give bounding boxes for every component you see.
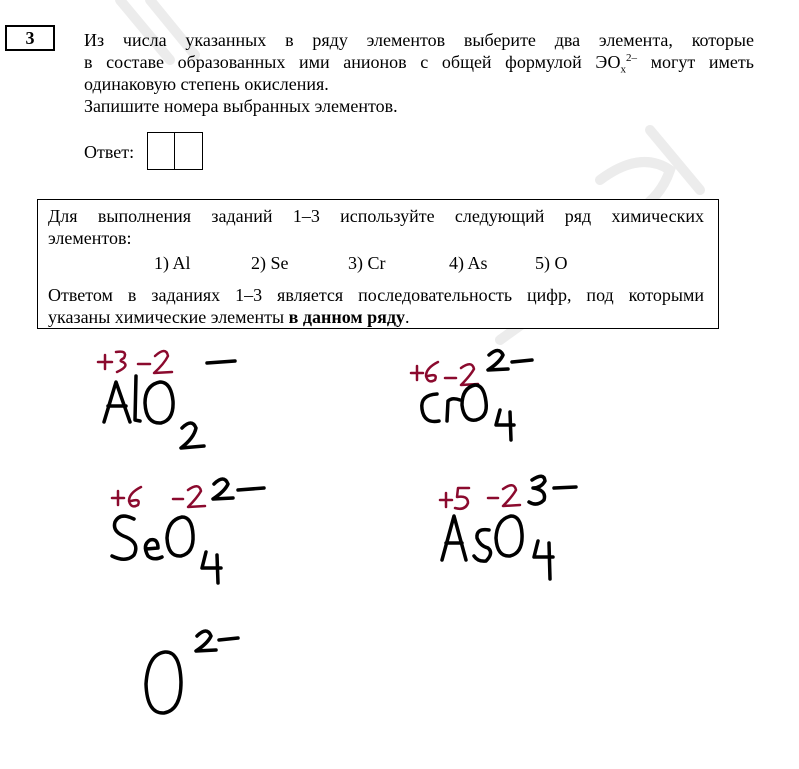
oxidation-aso4 <box>440 485 520 509</box>
element-4: 4) As <box>449 253 488 273</box>
element-1: 1) Al <box>154 253 191 273</box>
formula-seo4 <box>112 479 264 583</box>
formula-subscript: x <box>620 63 627 76</box>
formula-cro4 <box>411 351 532 441</box>
instructions-line-1: Для выполнения заданий 1–3 используйте следующий ряд химических <box>48 206 704 226</box>
instructions-line-5-bold: в данном ряду <box>288 307 405 327</box>
instructions-line-4: Ответом в заданиях 1–3 является последовательность цифр, под которыми <box>48 285 704 305</box>
formula-o2 <box>146 631 238 713</box>
instructions-line-5-text: указаны химические элементы <box>48 307 289 327</box>
task-number: 3 <box>5 25 55 51</box>
question-line-3: одинаковую степень окисления. <box>84 74 329 94</box>
answer-label: Ответ: <box>84 142 135 162</box>
element-3: 3) Cr <box>348 253 386 273</box>
instructions-line-2: элементов: <box>48 228 132 248</box>
instructions-line-5-end: . <box>404 307 410 327</box>
question-line-4: Запишите номера выбранных элементов. <box>84 96 398 116</box>
question-line-1: Из числа указанных в ряду элементов выберите два элемента, которые <box>84 30 754 50</box>
formula-alo2 <box>98 351 235 448</box>
question-line-2-end: могут иметь <box>650 52 754 72</box>
oxidation-alo2 <box>98 351 172 373</box>
oxidation-seo4 <box>112 486 205 507</box>
element-5: 5) O <box>535 253 568 273</box>
element-2: 2) Se <box>251 253 289 273</box>
question-line-2-text: в составе образованных ими анионов с общей формулой ЭО <box>84 52 621 72</box>
oxidation-cro4 <box>411 362 478 385</box>
formula-aso4 <box>440 476 576 579</box>
formula-superscript: 2– <box>626 52 638 64</box>
